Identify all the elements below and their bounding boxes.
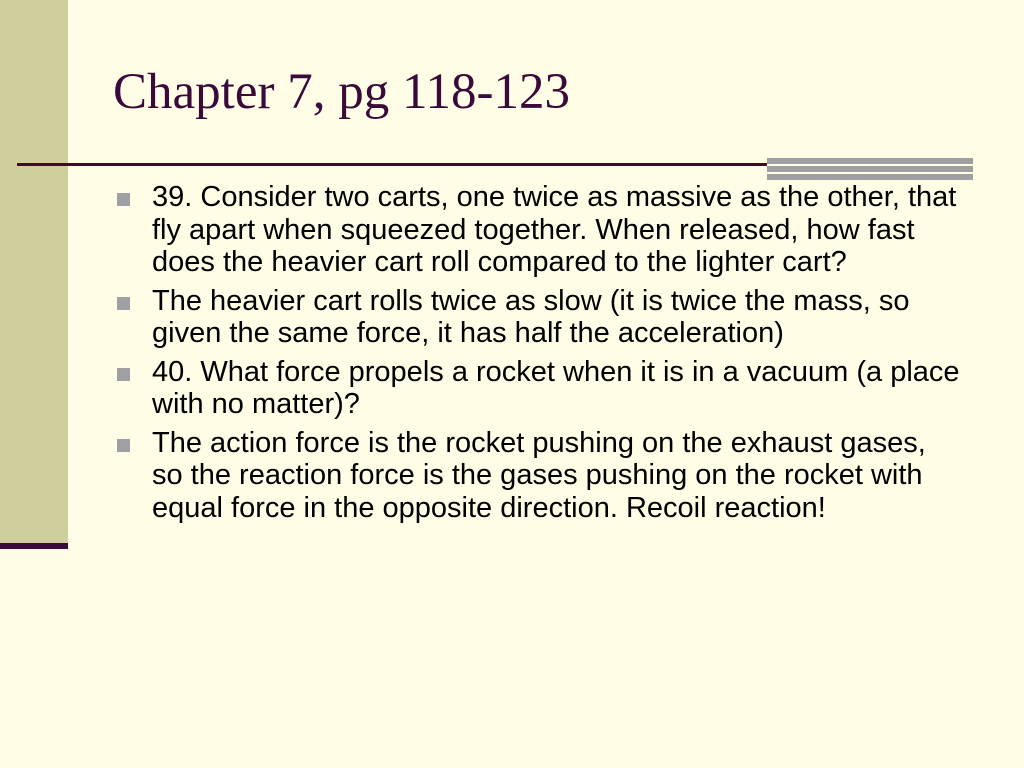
square-bullet-icon	[117, 439, 130, 452]
bullet-item	[113, 285, 963, 350]
bullet-item	[113, 356, 963, 421]
left-decorative-band	[0, 0, 68, 543]
bullet-item	[113, 181, 963, 279]
accent-bars	[767, 158, 973, 180]
bullet-text: The action force is the rocket pushing on the exhaust gases, so the reaction force is the gases pushing on the rocket with equal force in the opposite direction. Recoil reaction!	[152, 426, 926, 524]
bullet-item	[113, 427, 963, 525]
title-divider	[17, 163, 767, 166]
left-band-underline	[0, 543, 68, 549]
bullet-text: 39. Consider two carts, one twice as massive as the other, that fly apart when squeezed together. When released, how fast does the heavier cart roll compared to the lighter cart?	[152, 181, 957, 278]
square-bullet-icon	[117, 368, 130, 381]
bullet-list	[113, 181, 963, 530]
accent-bar	[767, 174, 973, 180]
slide-title: Chapter 7, pg 118-123	[113, 64, 571, 120]
square-bullet-icon	[117, 193, 130, 206]
bullet-text: The heavier cart rolls twice as slow (it is twice the mass, so given the same force, it has half the acceleration)	[152, 284, 910, 349]
accent-bar	[767, 166, 973, 172]
bullet-text: 40. What force propels a rocket when it is in a vacuum (a place with no matter)?	[152, 355, 960, 420]
accent-bar	[767, 158, 973, 164]
square-bullet-icon	[117, 297, 130, 310]
